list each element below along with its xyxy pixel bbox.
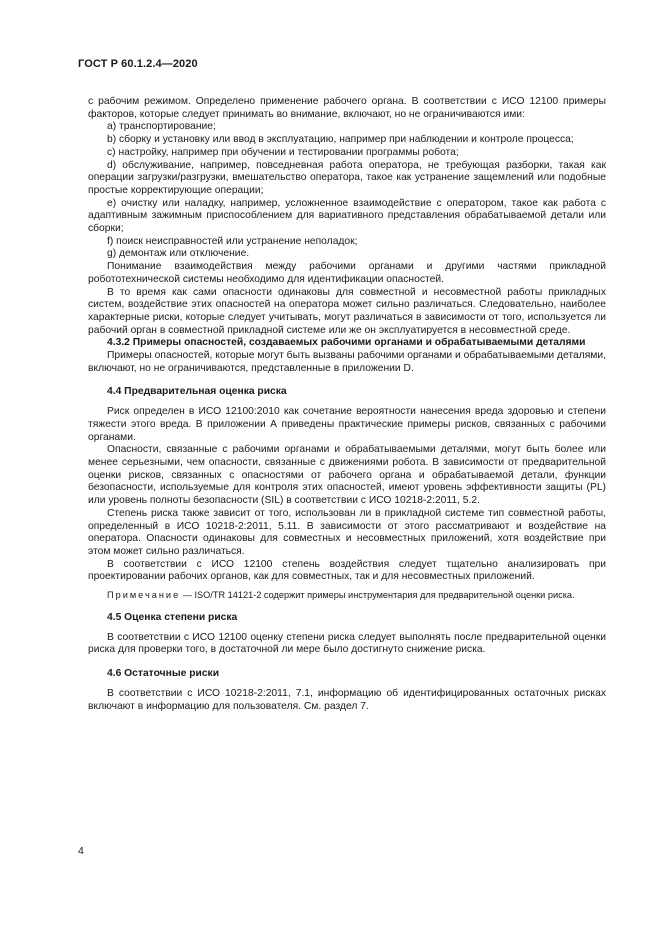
list-item: c) настройку, например при обучении и тестировании программы робота; (107, 146, 459, 158)
paragraph: Понимание взаимодействия между рабочими органами и другими частями прикладной робототехнической системы необходимо для идентификации опасностей. (88, 261, 606, 285)
note (88, 589, 606, 601)
paragraph: В то время как сами опасности одинаковы для совместной и несовместной работы прикладных систем, воздействие этих опасностей на оператора может сильно различаться. Следовательно, наиболее характерные риски, которые следует учитывать, могут различаться в зависимости от того, используется ли рабочий орган в совместной прикладной системе или же он эксплуатируется в несовместной среде. (88, 286, 606, 336)
list-item: e) очистку или наладку, например, усложненное взаимодействие с оператором, такое как работа с адаптивным зажимным приспособлением для вариативного представления обрабатываемой детали или сборки; (88, 197, 606, 235)
note-label: Примечание (107, 590, 181, 601)
section-title-4-4: 4.4 Предварительная оценка риска (107, 386, 287, 398)
section-title-4-5: 4.5 Оценка степени риска (107, 612, 238, 624)
paragraph: Степень риска также зависит от того, использован ли в прикладной системе тип совместной работы, определенный в ИСО 10218-2:2011, 5.11. В зависимости от этого рассматривают и воздействие на оператора. Опасности одинаковы для совместных и несовместных приложений, хотя воздействие при этом может сильно различаться. (88, 507, 606, 557)
section-title-4-6: 4.6 Остаточные риски (107, 668, 220, 680)
note-text: — ISO/TR 14121-2 содержит примеры инструментария для предварительной оценки риска. (180, 590, 575, 601)
list-item: d) обслуживание, например, повседневная работа оператора, не требующая разборки, такая как операции загрузки/разгрузки, вмешательство оператора, такое как устранение защемлений или подобные простые корректирующие операции; (88, 159, 606, 196)
list-item: g) демонтаж или отключение. (107, 248, 250, 260)
page-number: 4 (78, 845, 84, 857)
paragraph: В соответствии с ИСО 10218-2:2011, 7.1, информацию об идентифицированных остаточных рисках включают в информацию для пользователя. См. раздел 7. (88, 687, 606, 712)
list-item: a) транспортирование; (107, 121, 216, 133)
paragraph: Опасности, связанные с рабочими органами и обрабатываемыми деталями, могут быть более или менее серьезными, чем опасности, связанные с движениями робота. В зависимости от предварительной оценки рисков, связанных с опасностями от рабочего органа и обрабатываемой детали, функции безопасности, используемые для контроля этих опасностей, имеют уровень эффективности защиты (PL) или уровень полноты безопасности (SIL) в соответствии с ИСО 10218-2:2011, 5.2. (88, 444, 606, 507)
paragraph: Примеры опасностей, которые могут быть вызваны рабочими органами и обрабатываемыми деталями, включают, но не ограничиваются, представленные в приложении D. (88, 350, 606, 374)
page-content (88, 96, 606, 713)
paragraph: Риск определен в ИСО 12100:2010 как сочетание вероятности нанесения вреда здоровью и степени тяжести этого вреда. В приложении А приведены практические примеры рисков, связанных с рабочими органами. (88, 406, 606, 443)
list-item: b) сборку и установку или ввод в эксплуатацию, например при наблюдении и контроле процесса; (107, 134, 574, 146)
subsection-title-4-3-2: 4.3.2 Примеры опасностей, создаваемых рабочими органами и обрабатываемыми деталями (107, 337, 586, 349)
paragraph: с рабочим режимом. Определено применение рабочего органа. В соответствии с ИСО 12100 примеры факторов, которые следует принимать во внимание, включают, но не ограничиваются ими: (88, 96, 606, 120)
list-item: f) поиск неисправностей или устранение неполадок; (107, 235, 358, 247)
page-header: ГОСТ Р 60.1.2.4—2020 (78, 58, 198, 70)
paragraph: В соответствии с ИСО 12100 степень воздействия следует тщательно анализировать при проектировании рабочих органов, как для совместных, так и для несовместных приложений. (88, 558, 606, 583)
paragraph: В соответствии с ИСО 12100 оценку степени риска следует выполнять после предварительной оценки риска для проверки того, в достаточной ли мере было достигнуто снижение риска. (88, 631, 606, 656)
